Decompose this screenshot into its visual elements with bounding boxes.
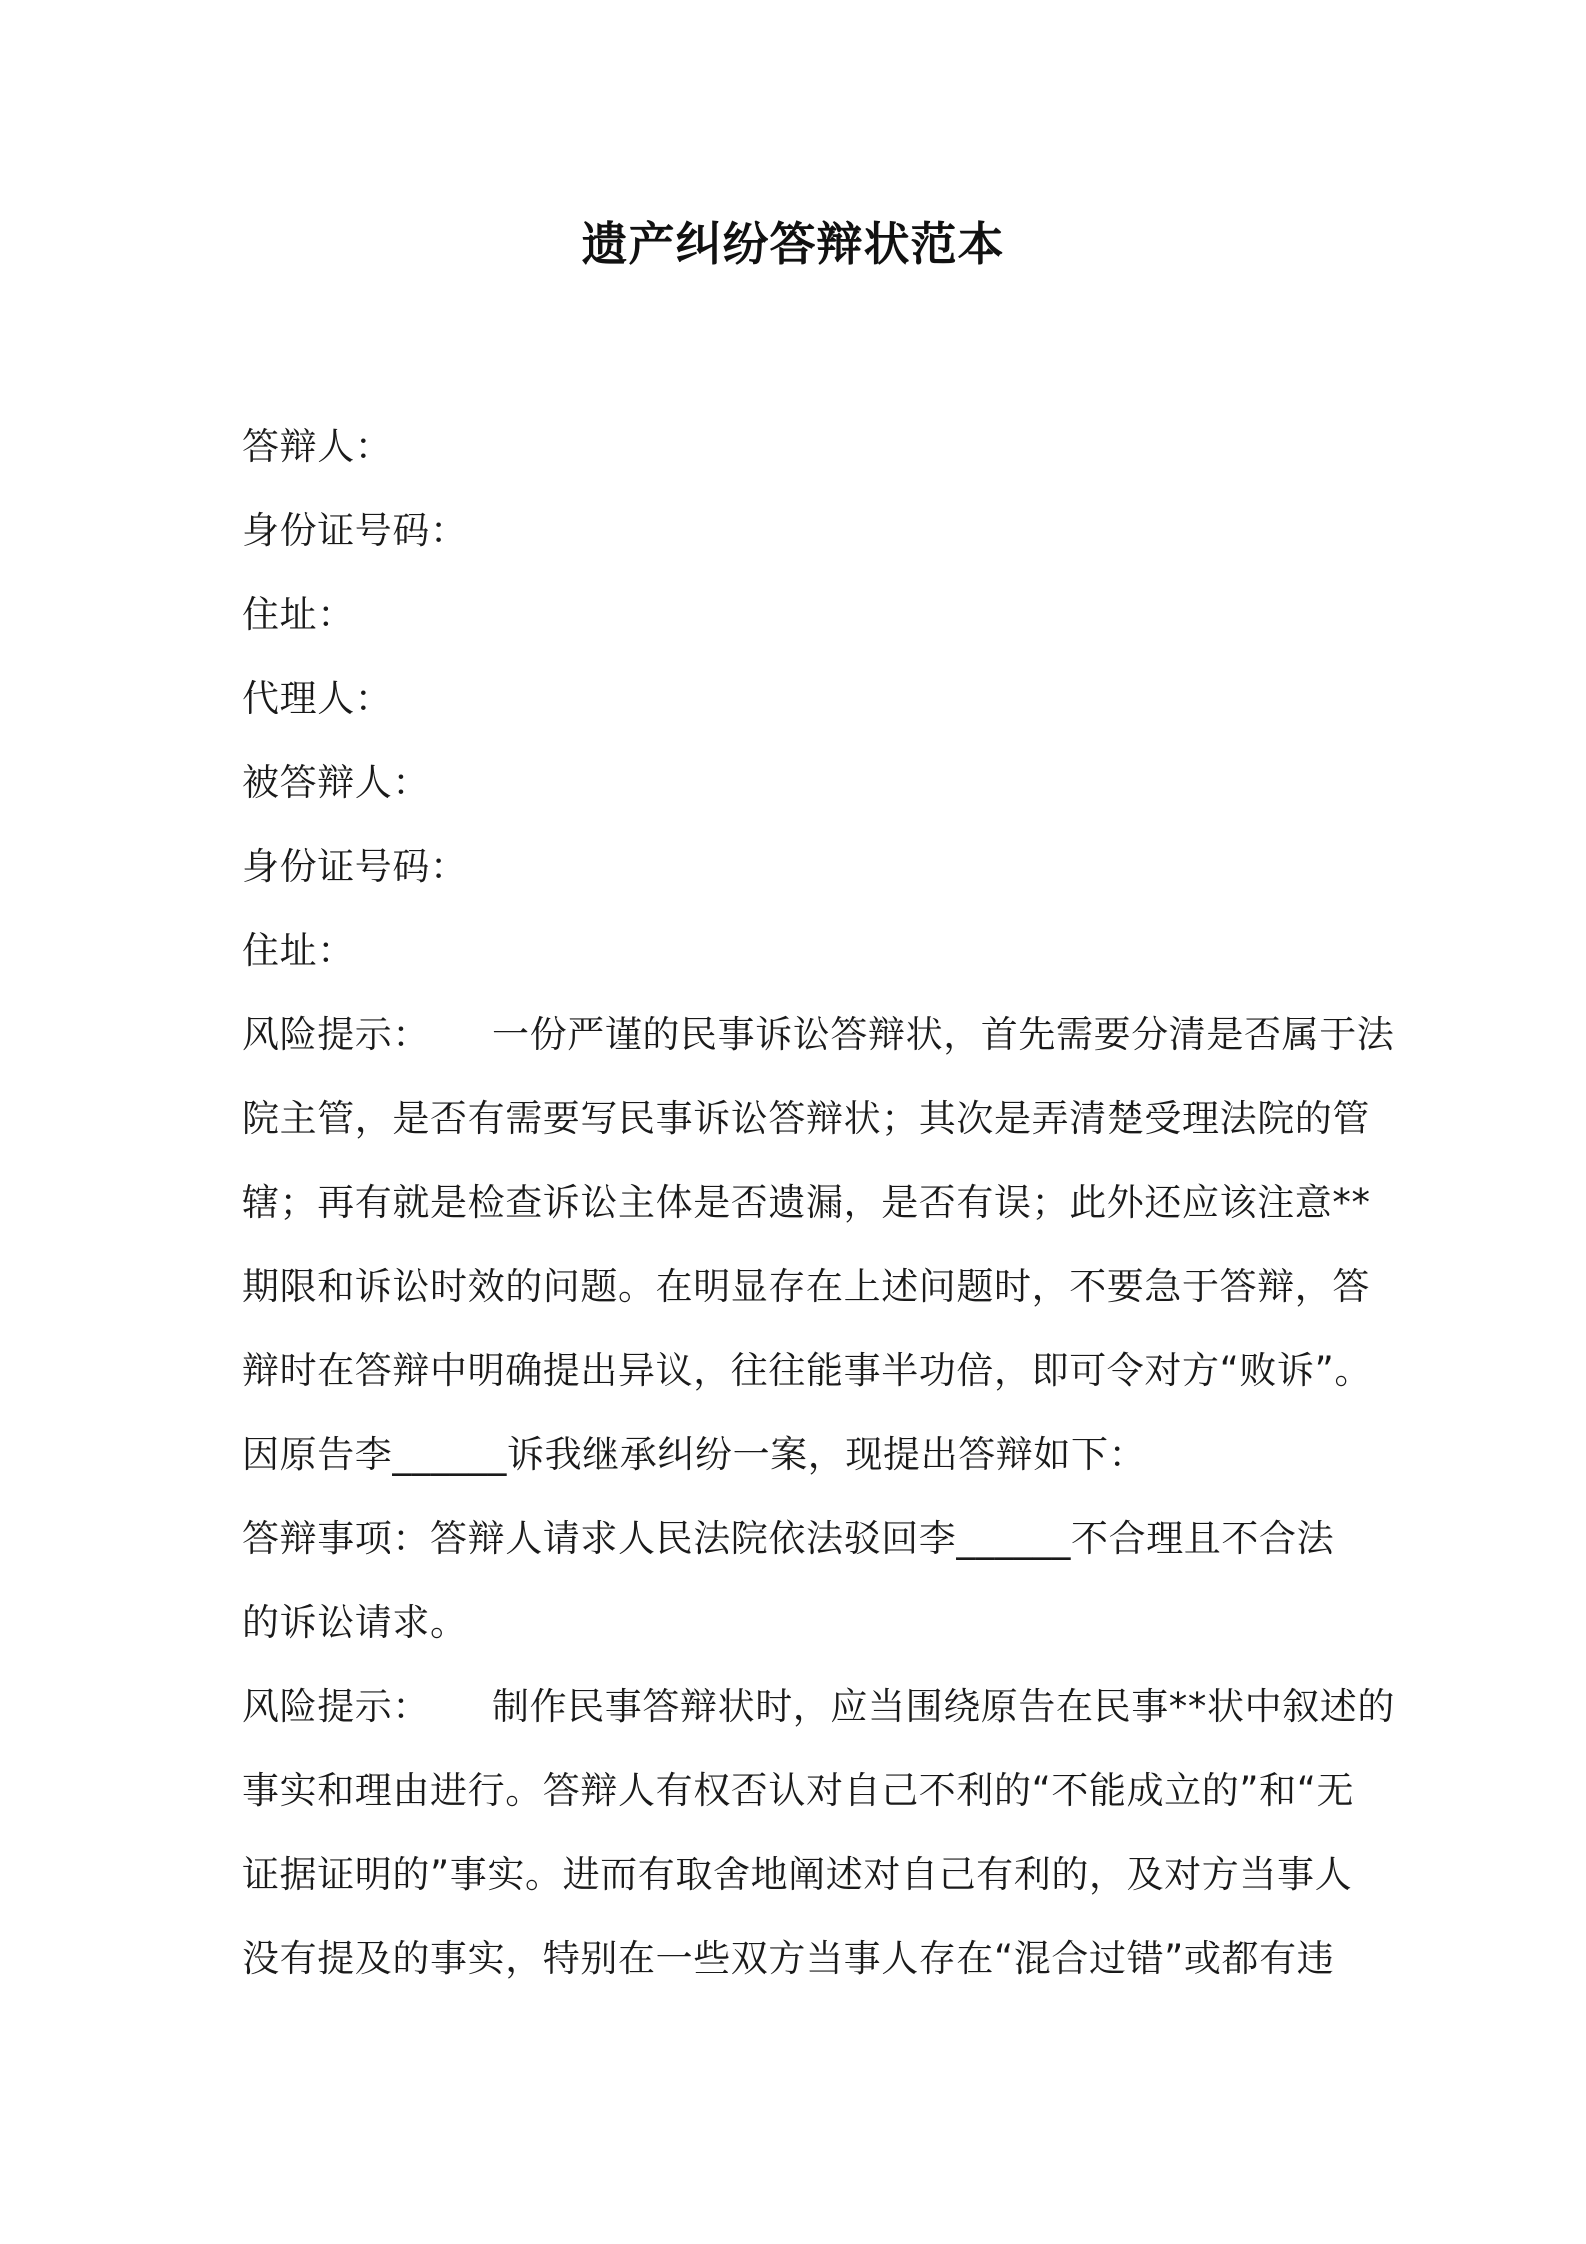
opponent-id-label: 身份证号码： (242, 845, 468, 888)
opponent-address-label: 住址： (242, 929, 355, 972)
defense-items-line: 的诉讼请求。 (242, 1601, 468, 1644)
document-body (242, 405, 1395, 2001)
respondent-id-label: 身份证号码： (242, 509, 468, 552)
risk-tip-1-label: 风险提示： (242, 1013, 430, 1056)
risk-tip-2-first-line (242, 1665, 1395, 1749)
opponent-label: 被答辩人： (242, 761, 430, 804)
risk-tip-1-text-line: 一份严谨的民事诉讼答辩状，首先需要分清是否属于法 (492, 1013, 1395, 1056)
risk-tip-1-first-line (242, 993, 1395, 1077)
intro-line: 因原告李______诉我继承纠纷一案，现提出答辩如下： (242, 1433, 1147, 1476)
risk-tip-2-label: 风险提示： (242, 1685, 430, 1728)
respondent-address-label: 住址： (242, 593, 355, 636)
document-title: 遗产纠纷答辩状范本 (581, 217, 1005, 271)
defense-items-line: 答辩事项：答辩人请求人民法院依法驳回李______不合理且不合法 (242, 1517, 1335, 1560)
risk-tip-2-text-line: 证据证明的”事实。进而有取舍地阐述对自己有利的，及对方当事人 (242, 1853, 1353, 1896)
risk-tip-2-text-line: 事实和理由进行。答辩人有权否认对自己不利的“不能成立的”和“无 (242, 1769, 1355, 1812)
risk-tip-1-text-line: 辖；再有就是检查诉讼主体是否遗漏，是否有误；此外还应该注意** (242, 1181, 1371, 1224)
risk-tip-2-text-line: 没有提及的事实，特别在一些双方当事人存在“混合过错”或都有违 (242, 1937, 1335, 1980)
agent-label: 代理人： (242, 677, 393, 720)
risk-tip-2-text-line: 制作民事答辩状时，应当围绕原告在民事**状中叙述的 (492, 1685, 1395, 1728)
risk-tip-1-text-line: 辩时在答辩中明确提出异议，往往能事半功倍，即可令对方“败诉”。 (242, 1349, 1372, 1392)
respondent-label: 答辩人： (242, 425, 393, 468)
risk-tip-1-text-line: 院主管，是否有需要写民事诉讼答辩状；其次是弄清楚受理法院的管 (242, 1097, 1370, 1140)
risk-tip-1-text-line: 期限和诉讼时效的问题。在明显存在上述问题时，不要急于答辩，答 (242, 1265, 1370, 1308)
